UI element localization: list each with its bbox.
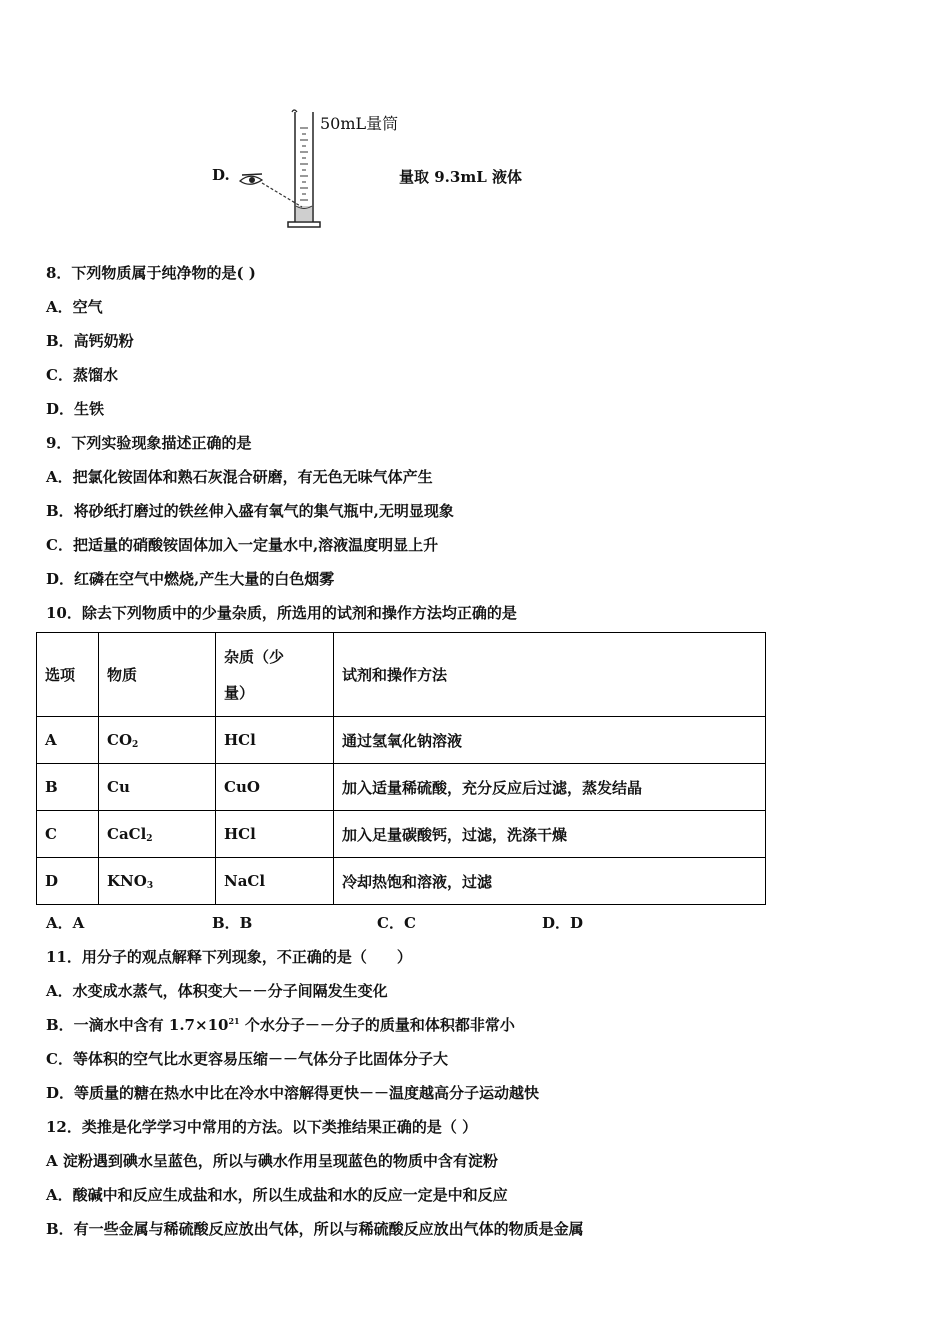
header-method: 试剂和操作方法 <box>334 633 766 717</box>
table-row <box>37 764 766 811</box>
row-option: A <box>37 717 99 764</box>
q8-option-b: B．高钙奶粉 <box>46 332 134 350</box>
q10-stem: 10．除去下列物质中的少量杂质，所选用的试剂和操作方法均正确的是 <box>46 604 517 622</box>
row-substance: $KNO_3$ <box>99 858 216 905</box>
header-impurity-line2: 量） <box>224 683 255 702</box>
q8-option-c: C．蒸馏水 <box>46 366 118 384</box>
row-impurity: HCl <box>216 717 334 764</box>
table-row <box>37 717 766 764</box>
q8-option-a: A．空气 <box>46 298 103 316</box>
row-impurity: CuO <box>216 764 334 811</box>
row-method: 加入适量稀硫酸，充分反应后过滤，蒸发结晶 <box>334 764 766 811</box>
q11-option-d: D．等质量的糖在热水中比在冷水中溶解得更快－－温度越高分子运动越快 <box>46 1084 540 1102</box>
q12-line-3: B．有一些金属与稀硫酸反应放出气体，所以与稀硫酸反应放出气体的物质是金属 <box>46 1220 584 1238</box>
q10-answer-c: C．C <box>377 914 416 932</box>
q10-answer-d: D．D <box>542 914 584 932</box>
table-row <box>37 811 766 858</box>
row-option: C <box>37 811 99 858</box>
header-impurity-line1: 杂质（少 <box>224 647 285 666</box>
eye-icon <box>240 174 262 184</box>
q9-option-c: C．把适量的硝酸铵固体加入一定量水中,溶液温度明显上升 <box>46 536 439 554</box>
table-row <box>37 858 766 905</box>
q9-stem: 9．下列实验现象描述正确的是 <box>46 434 252 452</box>
q11-option-b: B．一滴水中含有 $1.7\times 10^{21}$ 个水分子－－分子的质量和体积都非常小 <box>46 1016 515 1034</box>
header-impurity <box>216 633 334 717</box>
q10-answer-a: A．A <box>46 914 85 932</box>
graduated-cylinder-illustration <box>0 0 950 240</box>
header-option: 选项 <box>37 633 99 717</box>
q9-option-d: D．红磷在空气中燃烧,产生大量的白色烟雾 <box>46 570 335 588</box>
row-impurity: HCl <box>216 811 334 858</box>
q11-stem: 11．用分子的观点解释下列现象，不正确的是（ ） <box>46 948 412 966</box>
q8-option-d: D．生铁 <box>46 400 105 418</box>
q12-line-1: A 淀粉遇到碘水呈蓝色，所以与碘水作用呈现蓝色的物质中含有淀粉 <box>46 1152 498 1170</box>
q9-option-a: A．把氯化铵固体和熟石灰混合研磨，有无色无味气体产生 <box>46 468 433 486</box>
row-option: B <box>37 764 99 811</box>
row-method: 冷却热饱和溶液，过滤 <box>334 858 766 905</box>
q9-option-b: B．将砂纸打磨过的铁丝伸入盛有氧气的集气瓶中,无明显现象 <box>46 502 454 520</box>
row-method: 通过氢氧化钠溶液 <box>334 717 766 764</box>
q10-answer-b: B．B <box>212 914 253 932</box>
figure-d-option-label: D. <box>212 166 230 184</box>
q11-option-a: A．水变成水蒸气，体积变大－－分子间隔发生变化 <box>46 982 388 1000</box>
q8-stem: 8．下列物质属于纯净物的是( ) <box>46 264 256 282</box>
q11-option-c: C．等体积的空气比水更容易压缩－－气体分子比固体分子大 <box>46 1050 448 1068</box>
table-header-row <box>37 633 766 717</box>
row-option: D <box>37 858 99 905</box>
figure-d-caption: 量取 9.3mL 液体 <box>399 168 522 186</box>
q10-options-table <box>36 632 766 905</box>
row-substance: Cu <box>99 764 216 811</box>
row-substance: $CO_2$ <box>99 717 216 764</box>
cylinder-label: 50mL量筒 <box>320 114 399 133</box>
q12-stem: 12．类推是化学学习中常用的方法。以下类推结果正确的是（ ） <box>46 1118 478 1136</box>
row-method: 加入足量碳酸钙，过滤，洗涤干燥 <box>334 811 766 858</box>
row-impurity: NaCl <box>216 858 334 905</box>
header-substance: 物质 <box>99 633 216 717</box>
row-substance: CaCl$_2$ <box>99 811 216 858</box>
q12-line-2: A．酸碱中和反应生成盐和水，所以生成盐和水的反应一定是中和反应 <box>46 1186 508 1204</box>
